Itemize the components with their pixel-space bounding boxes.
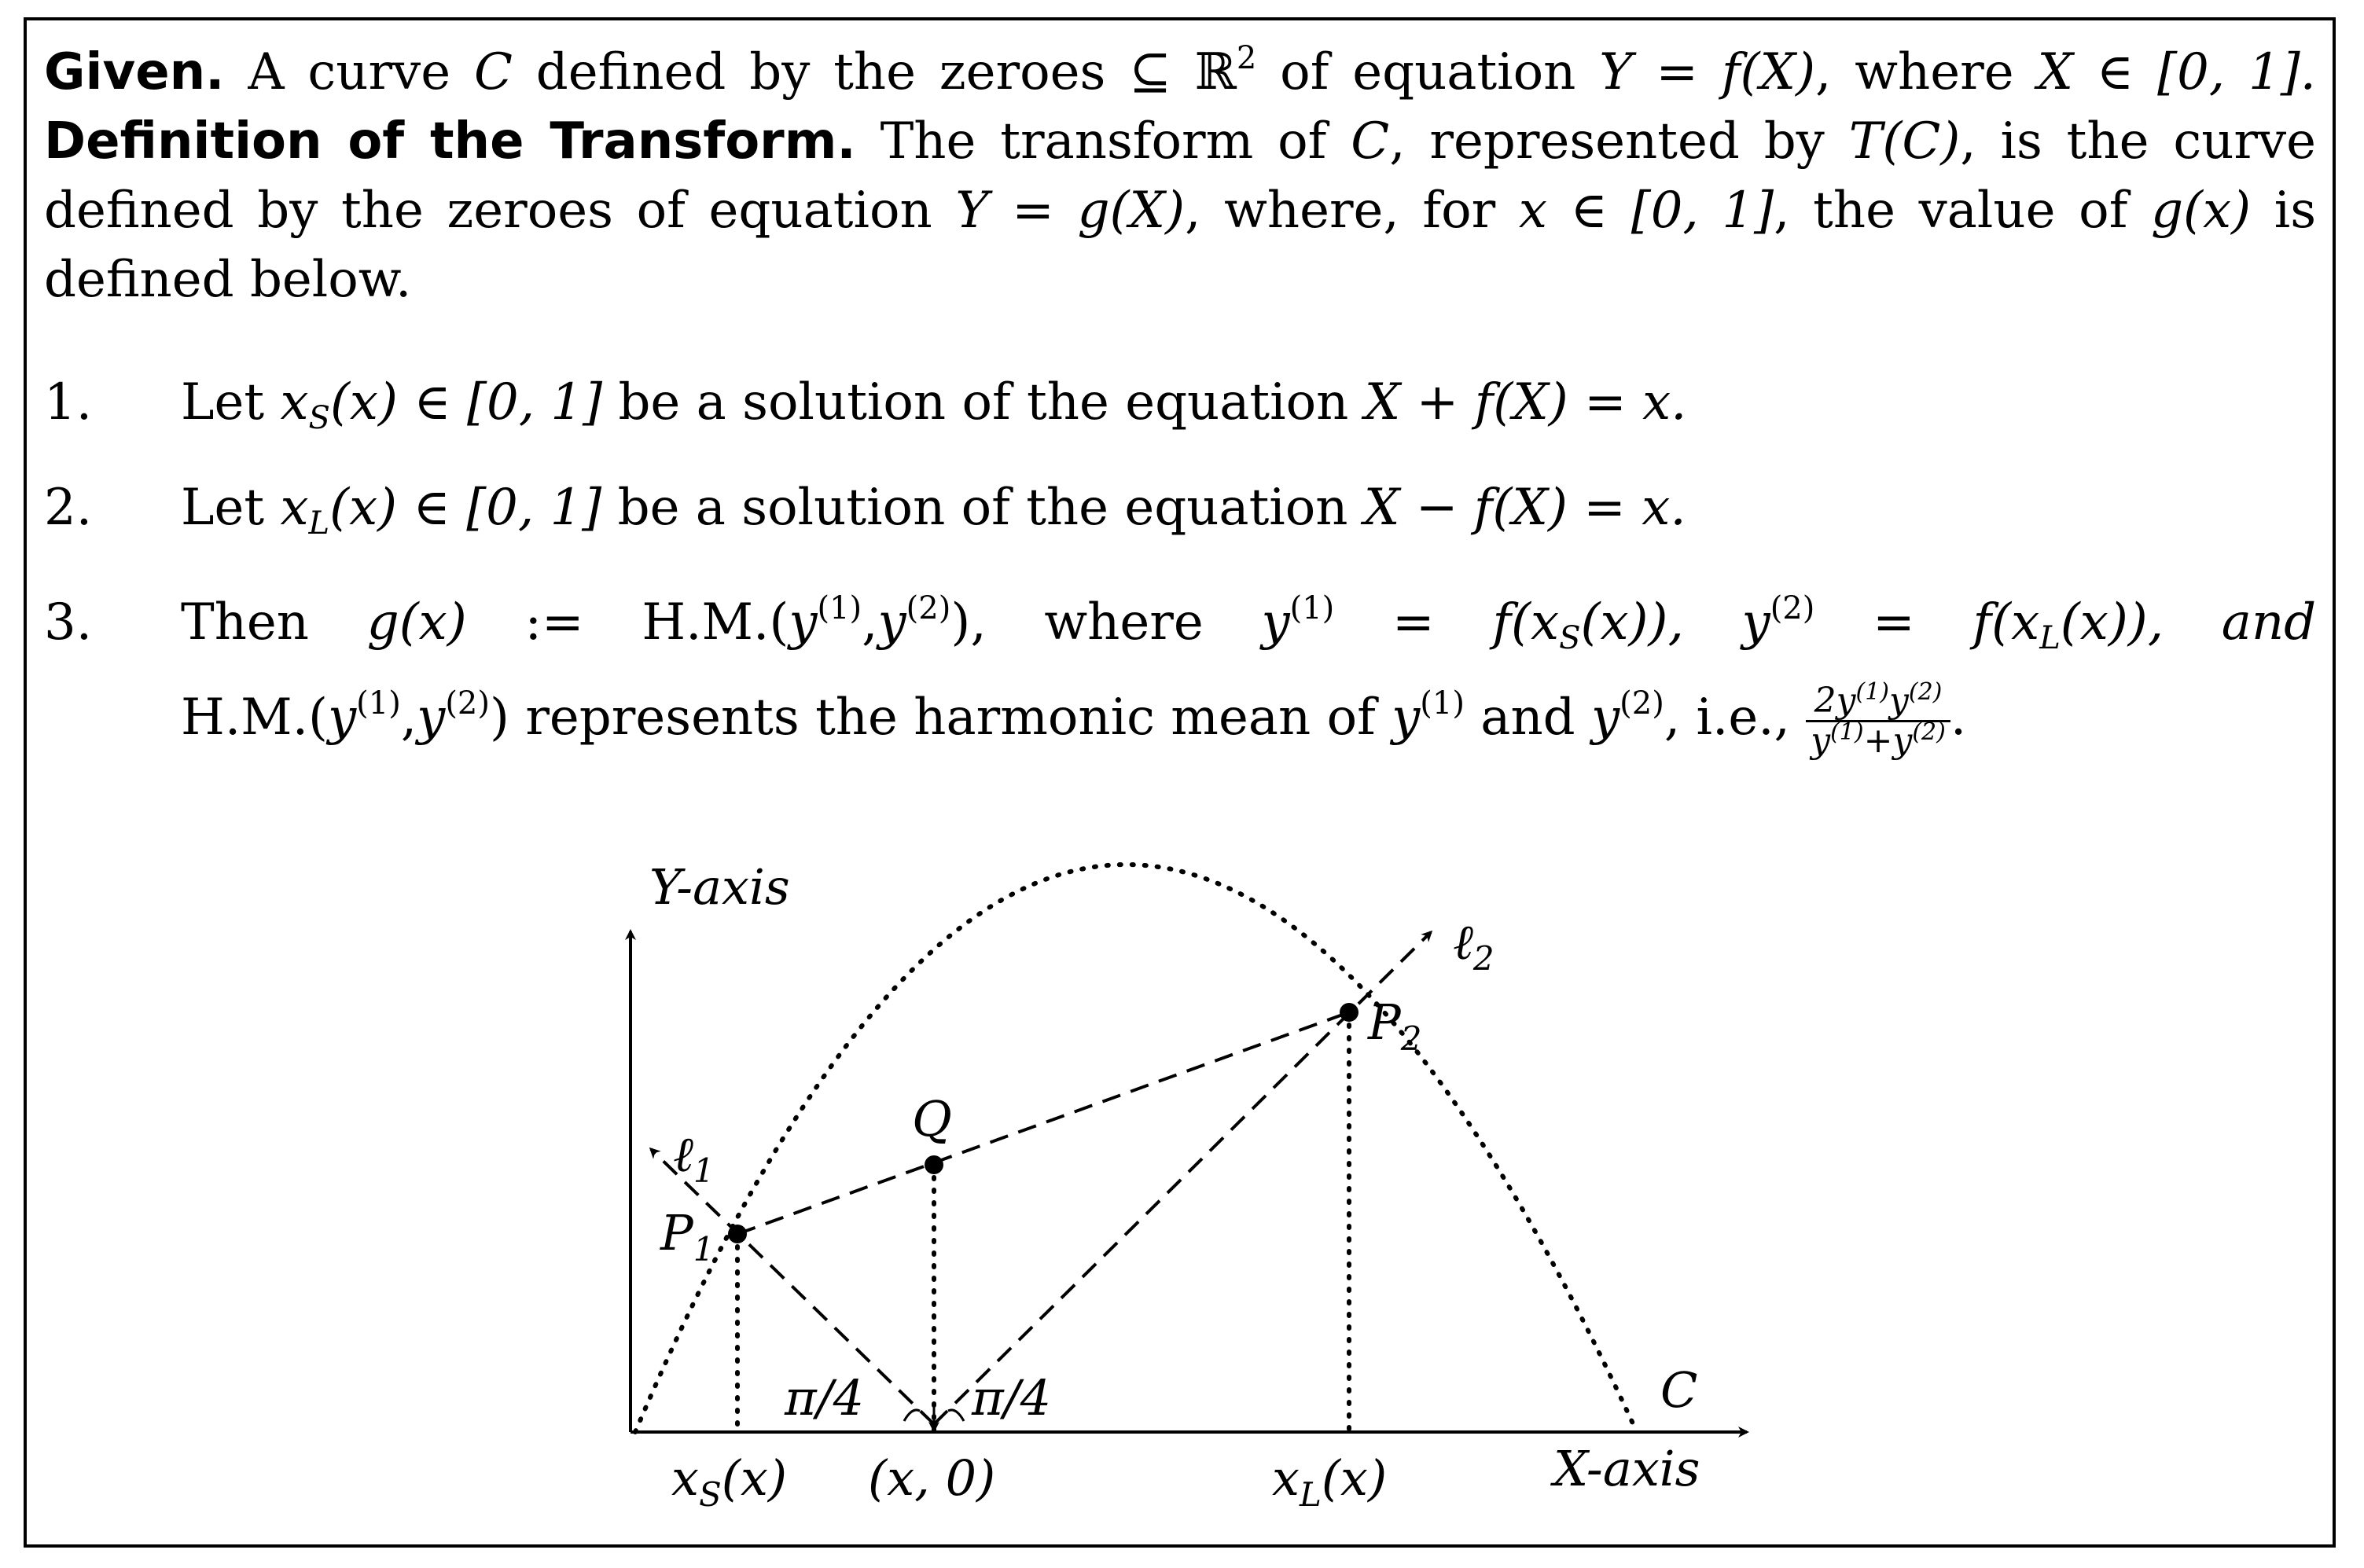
variable: y <box>1590 689 1620 747</box>
variable: y <box>1741 593 1770 652</box>
variable: y <box>877 593 906 652</box>
text-span: H.M.( <box>181 689 328 747</box>
variable: x <box>280 479 309 537</box>
text-span: , is the curve <box>1960 112 2317 171</box>
transform-symbol: T(C) <box>1848 112 1961 171</box>
expression: (x) ∈ [0, 1] <box>329 479 602 537</box>
equation-g: Y = g(X) <box>955 182 1186 240</box>
xl-label: $x_L(x)$ <box>1272 1449 1388 1514</box>
superscript: (2) <box>1770 590 1815 626</box>
angle-arc-left <box>904 1410 920 1421</box>
assign-symbol: := <box>524 593 584 652</box>
text-span: . <box>1950 689 1967 747</box>
g-of-x: g(x) <box>366 593 467 652</box>
superscript: (2) <box>1908 678 1943 706</box>
equation: X + f(X) = x. <box>1364 373 1687 431</box>
superscript: (1) <box>1289 590 1335 626</box>
text-span: , <box>400 689 417 747</box>
curve-symbol: C <box>1351 112 1390 171</box>
subscript: S <box>308 400 330 436</box>
point-q <box>925 1155 943 1174</box>
superscript: (2) <box>1912 718 1946 746</box>
subscript: L <box>2039 620 2061 656</box>
variable: y <box>1392 689 1421 747</box>
domain-expression: X ∈ [0, 1]. <box>2037 43 2317 101</box>
text-span: defined by the zeroes of equation <box>44 182 932 240</box>
point-p2 <box>1340 1003 1358 1022</box>
superscript: (1) <box>1420 685 1465 722</box>
g-of-x: g(x) <box>2151 182 2252 240</box>
variable: y <box>1889 681 1909 721</box>
definition-label: Definition of the Transform. <box>44 112 856 171</box>
l1-label: ℓ$_1$ <box>673 1126 715 1190</box>
text-span: , where, for <box>1185 182 1496 240</box>
angle-arc-right <box>948 1410 964 1421</box>
p1-label: $P_1$ <box>660 1204 715 1269</box>
text-span: represents the harmonic mean of <box>525 689 1376 747</box>
text-span: , <box>862 593 878 652</box>
curve-symbol: C <box>473 43 513 101</box>
point-p1 <box>728 1225 747 1243</box>
text-span: H.M.( <box>642 593 789 652</box>
l2-label: ℓ$_2$ <box>1453 913 1495 978</box>
given-label: Given. <box>44 43 225 101</box>
item-number: 2. <box>44 479 93 537</box>
text-span: Let <box>181 479 265 537</box>
subscript: L <box>308 505 330 542</box>
variable: y <box>417 689 446 747</box>
text-span: 2y <box>1814 681 1856 721</box>
text-span: The transform of <box>880 112 1327 171</box>
equation-f: Y = f(X) <box>1599 43 1816 101</box>
superscript: (2) <box>1620 685 1664 722</box>
variable: y <box>1811 721 1831 761</box>
xs-label: $x_S(x)$ <box>671 1449 788 1514</box>
variable: y <box>1261 593 1290 652</box>
variable: y <box>1892 721 1913 761</box>
angle-label-right: π/4 <box>972 1369 1052 1427</box>
superscript: (1) <box>1855 678 1890 706</box>
text-span: + <box>1863 721 1893 761</box>
text-span: , the value of <box>1774 182 2128 240</box>
y-axis-label: Y-axis <box>649 858 790 916</box>
text-span: , i.e., <box>1664 689 1790 747</box>
text-span: Then <box>181 593 309 652</box>
superscript: (2) <box>906 590 951 626</box>
text-span: and <box>1480 689 1575 747</box>
subscript: S <box>1559 620 1581 656</box>
text-span: Let <box>181 373 265 431</box>
superscript: (1) <box>356 685 401 722</box>
text-span: (x)), <box>1580 593 1684 652</box>
text-span: , represented by <box>1389 112 1825 171</box>
text-span: ) <box>950 593 971 652</box>
item-number: 3. <box>44 593 93 652</box>
expression: (x) ∈ [0, 1] <box>329 373 603 431</box>
text-span: A curve <box>248 43 451 101</box>
variable: x <box>280 373 309 431</box>
text-span: = f(x <box>1392 593 1560 652</box>
text-span: defined below. <box>44 251 412 309</box>
text-span: is <box>2274 182 2317 240</box>
angle-label-left: π/4 <box>785 1369 865 1427</box>
x-axis-label: X-axis <box>1553 1440 1700 1497</box>
q-label: Q <box>912 1090 952 1148</box>
segment-p1-p2 <box>737 1012 1349 1234</box>
equation: X − f(X) = x. <box>1363 479 1686 537</box>
text-span: of equation <box>1280 43 1576 101</box>
superscript: 2 <box>1236 40 1257 76</box>
text-span: be a solution of the equation <box>618 373 1349 431</box>
x0-label: (x, 0) <box>868 1449 996 1507</box>
variable: y <box>328 689 357 747</box>
domain-expression: x ∈ [0, 1] <box>1518 182 1774 240</box>
text-span: , where <box>970 593 1204 652</box>
text-span: ) <box>490 689 509 747</box>
superscript: (1) <box>1830 718 1864 746</box>
superscript: (1) <box>817 590 862 626</box>
text-span: defined by the zeroes ⊆ ℝ <box>535 43 1237 101</box>
item-number: 1. <box>44 373 93 431</box>
text-span: (x)), and <box>2060 593 2317 652</box>
text-span: = f(x <box>1873 593 2040 652</box>
text-span: be a solution of the equation <box>617 479 1348 537</box>
curve-label: C <box>1660 1361 1698 1419</box>
line-l2 <box>934 932 1431 1424</box>
superscript: (2) <box>445 685 490 722</box>
p2-label: $P_2$ <box>1368 993 1422 1058</box>
text-span: , where <box>1815 43 2014 101</box>
variable: y <box>789 593 818 652</box>
